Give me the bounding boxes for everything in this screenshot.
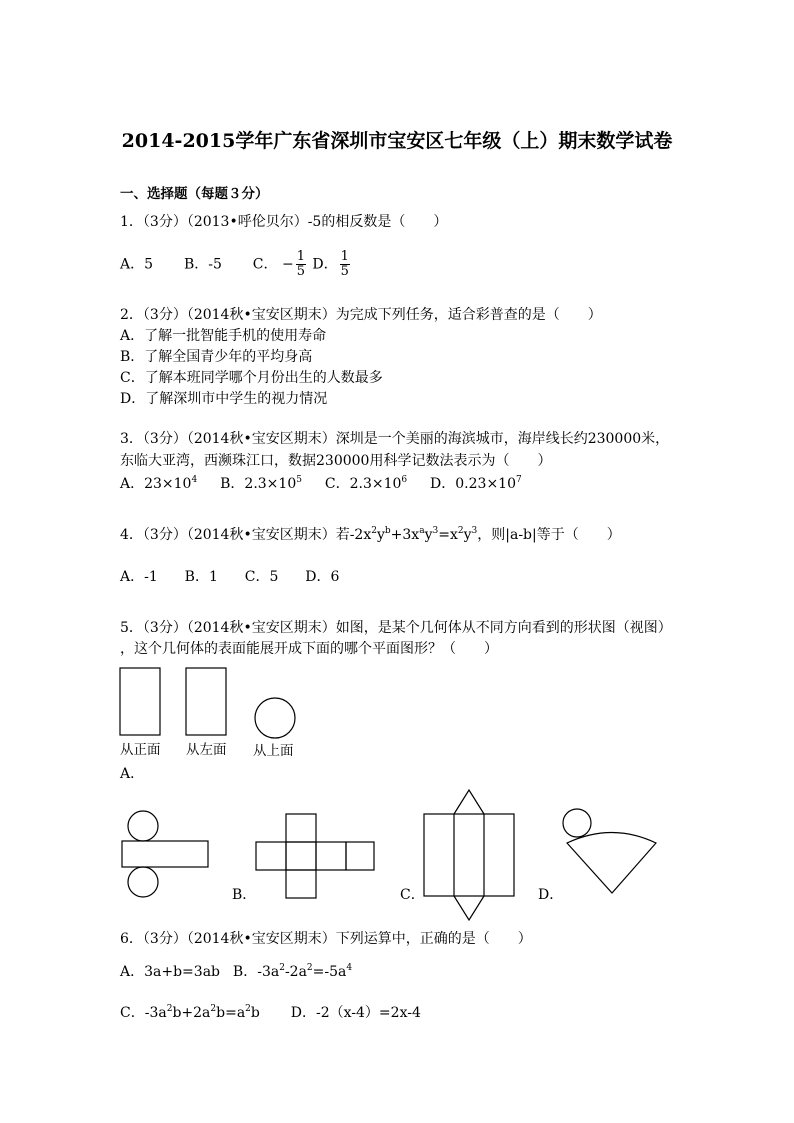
q2-option-b: B．了解全国青少年的平均身高 [120, 349, 313, 365]
section-header: 一、选择题（每题３分） [120, 186, 269, 202]
q6-options-ab [120, 963, 352, 981]
q6-option-d: D．-2（x-4）=2x-4 [290, 1005, 421, 1021]
q2-option-c: C．了解本班同学哪个月份出生的人数最多 [120, 370, 383, 386]
q1-option-c: C． [252, 256, 278, 273]
q4-option-c: C．5 [244, 569, 279, 585]
option-b-net [256, 814, 374, 898]
page-title: 2014-2015学年广东省深圳市宝安区七年级（上）期末数学试卷 [121, 130, 673, 152]
q3-option-d: D．$0.23\times 10^7$ [430, 475, 522, 492]
q3-stem-line1: 3．（3分）（2014秋•宝安区期末）深圳是一个美丽的海滨城市，海岸线长约230000米， [120, 431, 670, 447]
view-front-label: 从正面 [120, 742, 161, 758]
q5-option-d-label: D． [538, 887, 564, 903]
q4-option-d: D．6 [305, 569, 340, 585]
q3-stem-line2: 东临大亚湾，西濒珠江口，数据230000用科学记数法表示为（ ） [120, 453, 552, 469]
q6-options-cd [120, 1004, 421, 1022]
q6-option-a: A．3a+b=3ab [120, 964, 221, 980]
q1-option-c-sign: − [281, 256, 294, 273]
q2-option-d: D．了解深圳市中学生的视力情况 [120, 391, 328, 407]
q1-option-a: A．5 [120, 256, 154, 273]
top-view-circle [255, 698, 295, 738]
q2-stem: 2．（3分）（2014秋•宝安区期末）为完成下列任务，适合彩普查的是（ ） [120, 307, 602, 323]
option-a-net [122, 811, 208, 897]
q3-option-b: B．$2.3\times 10^5$ [220, 475, 302, 492]
q5-option-c-label: C． [400, 887, 425, 903]
q5-option-b-label: B． [232, 887, 257, 903]
q1-option-c-fraction: $\frac{1}{5}$ [296, 249, 305, 279]
q1-option-d-fraction: $\frac{1}{5}$ [340, 249, 349, 279]
left-view-rectangle [186, 668, 226, 735]
q6-option-b: B．$-3a^2-2a^2=-5a^4$ [232, 963, 353, 980]
q5-stem-line2: ，这个几何体的表面能展开成下面的哪个平面图形？（ ） [120, 641, 498, 657]
q4-option-b: B．1 [184, 569, 218, 585]
q5-stem-line1: 5．（3分）（2014秋•宝安区期末）如图，是某个几何体从不同方向看到的形状图（视图） [120, 620, 672, 636]
q6-option-c: C．$-3a^2b+2a^2b=a^2b$ [120, 1004, 260, 1021]
q4-option-a: A．-1 [120, 569, 158, 585]
q1-stem: 1．（3分）（2013•呼伦贝尔）-5的相反数是（ ） [120, 214, 448, 230]
q3-option-c: C．$2.3\times 10^6$ [324, 475, 408, 492]
view-left-label: 从左面 [186, 742, 227, 758]
front-view-rectangle [120, 668, 160, 735]
q1-option-d: D． [312, 256, 338, 273]
view-top-label: 从上面 [253, 743, 294, 759]
option-d-net [563, 809, 656, 893]
q6-stem: 6．（3分）（2014秋•宝安区期末）下列运算中，正确的是（ ） [120, 931, 532, 947]
q3-option-a: A．$23\times 10^4$ [120, 475, 198, 492]
q5-option-a-label: A． [120, 766, 145, 782]
option-c-net [424, 790, 514, 920]
q2-option-a: A．了解一批智能手机的使用寿命 [120, 328, 327, 344]
q1-option-b: B．-5 [183, 256, 222, 273]
q4-stem: 4．（3分）（2014秋•宝安区期末）若$-2x^2y^b+3x^ay^3=x^2y^3$，则|a-b|等于（ ） [120, 526, 621, 543]
